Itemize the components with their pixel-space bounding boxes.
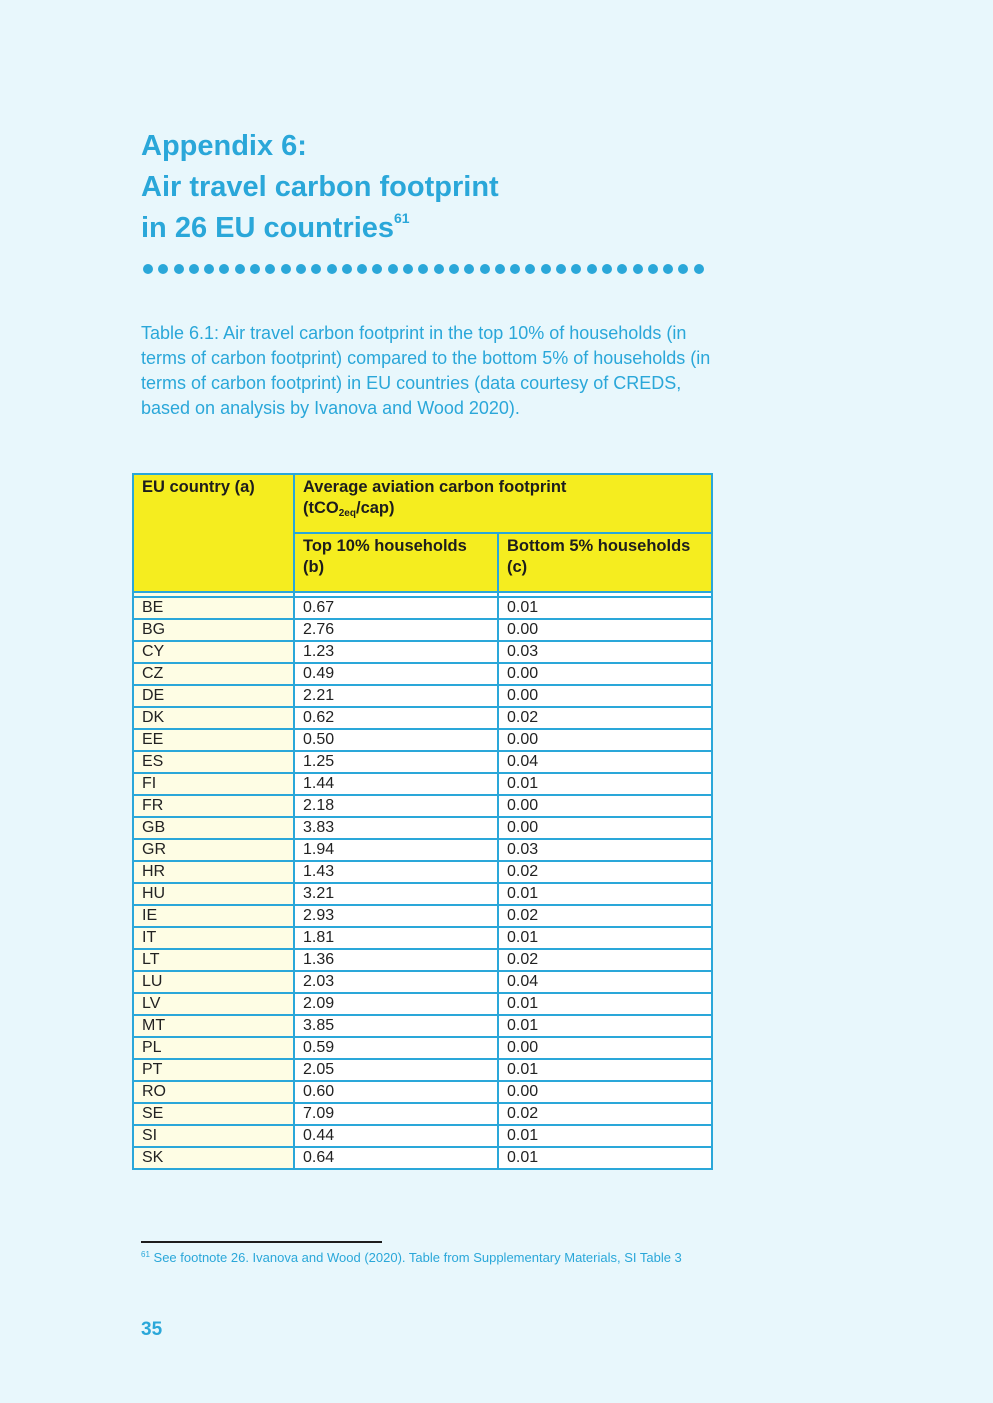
cell-bottom-5: 0.00	[498, 685, 712, 707]
cell-bottom-5: 0.03	[498, 641, 712, 663]
cell-country: CY	[133, 641, 294, 663]
divider-dot	[556, 264, 566, 274]
title-line-2: Air travel carbon footprint	[141, 171, 499, 203]
cell-country: DE	[133, 685, 294, 707]
page-title	[141, 126, 499, 249]
cell-top-10: 1.94	[294, 839, 498, 861]
table-row	[133, 663, 712, 685]
cell-country: GB	[133, 817, 294, 839]
divider-dot	[281, 264, 291, 274]
cell-country: HU	[133, 883, 294, 905]
cell-country: CZ	[133, 663, 294, 685]
divider-dot	[235, 264, 245, 274]
cell-top-10: 1.23	[294, 641, 498, 663]
table-row	[133, 861, 712, 883]
cell-top-10: 1.81	[294, 927, 498, 949]
cell-bottom-5: 0.01	[498, 927, 712, 949]
title-footnote-ref: 61	[394, 210, 410, 226]
cell-bottom-5: 0.00	[498, 817, 712, 839]
cell-country: IT	[133, 927, 294, 949]
divider-dot	[388, 264, 398, 274]
cell-top-10: 2.09	[294, 993, 498, 1015]
divider-dot	[495, 264, 505, 274]
divider-dot	[602, 264, 612, 274]
divider-dot	[617, 264, 627, 274]
dotted-divider	[143, 264, 704, 274]
cell-top-10: 1.44	[294, 773, 498, 795]
title-line-3: in 26 EU countries	[141, 212, 395, 244]
table-row	[133, 1037, 712, 1059]
table-row	[133, 993, 712, 1015]
cell-country: BG	[133, 619, 294, 641]
divider-dot	[158, 264, 168, 274]
cell-top-10: 7.09	[294, 1103, 498, 1125]
divider-dot	[311, 264, 321, 274]
header-country: EU country (a)	[133, 474, 294, 592]
cell-country: MT	[133, 1015, 294, 1037]
header-top-10: Top 10% households (b)	[294, 533, 498, 592]
table-row	[133, 641, 712, 663]
cell-top-10: 0.49	[294, 663, 498, 685]
divider-dot	[219, 264, 229, 274]
divider-dot	[694, 264, 704, 274]
divider-dot	[480, 264, 490, 274]
table-row	[133, 1125, 712, 1147]
cell-top-10: 0.44	[294, 1125, 498, 1147]
cell-country: SK	[133, 1147, 294, 1169]
header-unit-prefix: (tCO	[303, 499, 339, 517]
header-unit-sub: 2eq	[338, 508, 356, 519]
divider-dot	[265, 264, 275, 274]
table-row	[133, 1059, 712, 1081]
table-row	[133, 773, 712, 795]
cell-bottom-5: 0.02	[498, 905, 712, 927]
footnote-rule	[141, 1241, 382, 1243]
cell-bottom-5: 0.04	[498, 971, 712, 993]
cell-country: ES	[133, 751, 294, 773]
cell-top-10: 2.21	[294, 685, 498, 707]
cell-bottom-5: 0.02	[498, 707, 712, 729]
cell-country: DK	[133, 707, 294, 729]
divider-dot	[449, 264, 459, 274]
divider-dot	[571, 264, 581, 274]
cell-bottom-5: 0.01	[498, 773, 712, 795]
cell-country: IE	[133, 905, 294, 927]
header-average-footprint	[294, 474, 712, 533]
cell-bottom-5: 0.00	[498, 619, 712, 641]
divider-dot	[663, 264, 673, 274]
cell-bottom-5: 0.03	[498, 839, 712, 861]
cell-top-10: 0.64	[294, 1147, 498, 1169]
table-row	[133, 905, 712, 927]
cell-country: RO	[133, 1081, 294, 1103]
cell-bottom-5: 0.00	[498, 1081, 712, 1103]
divider-dot	[174, 264, 184, 274]
footnote-ref: 61	[141, 1250, 150, 1259]
table-row	[133, 839, 712, 861]
cell-country: HR	[133, 861, 294, 883]
footnote-text: See footnote 26. Ivanova and Wood (2020). Table from Supplementary Materials, SI Table 3	[149, 1250, 682, 1265]
cell-bottom-5: 0.00	[498, 1037, 712, 1059]
cell-bottom-5: 0.01	[498, 1015, 712, 1037]
cell-country: FR	[133, 795, 294, 817]
cell-top-10: 2.05	[294, 1059, 498, 1081]
table-row	[133, 817, 712, 839]
cell-country: GR	[133, 839, 294, 861]
table-row	[133, 707, 712, 729]
divider-dot	[342, 264, 352, 274]
cell-top-10: 0.60	[294, 1081, 498, 1103]
divider-dot	[357, 264, 367, 274]
table-row	[133, 751, 712, 773]
cell-top-10: 2.93	[294, 905, 498, 927]
cell-bottom-5: 0.02	[498, 1103, 712, 1125]
table-row	[133, 597, 712, 619]
cell-top-10: 0.50	[294, 729, 498, 751]
table-row	[133, 1081, 712, 1103]
cell-country: PT	[133, 1059, 294, 1081]
header-bottom-5: Bottom 5% households (c)	[498, 533, 712, 592]
table-row	[133, 1103, 712, 1125]
divider-dot	[296, 264, 306, 274]
divider-dot	[464, 264, 474, 274]
title-line-1: Appendix 6:	[141, 130, 307, 162]
divider-dot	[678, 264, 688, 274]
divider-dot	[403, 264, 413, 274]
table-row	[133, 1015, 712, 1037]
divider-dot	[648, 264, 658, 274]
cell-bottom-5: 0.00	[498, 729, 712, 751]
divider-dot	[189, 264, 199, 274]
divider-dot	[587, 264, 597, 274]
divider-dot	[525, 264, 535, 274]
table-row	[133, 1147, 712, 1169]
cell-bottom-5: 0.01	[498, 1147, 712, 1169]
table-row	[133, 729, 712, 751]
table-row	[133, 685, 712, 707]
cell-top-10: 0.62	[294, 707, 498, 729]
cell-top-10: 0.67	[294, 597, 498, 619]
cell-top-10: 3.83	[294, 817, 498, 839]
cell-bottom-5: 0.01	[498, 597, 712, 619]
cell-bottom-5: 0.00	[498, 663, 712, 685]
cell-top-10: 1.43	[294, 861, 498, 883]
cell-bottom-5: 0.01	[498, 1125, 712, 1147]
cell-country: PL	[133, 1037, 294, 1059]
cell-country: LV	[133, 993, 294, 1015]
header-average-label: Average aviation carbon footprint	[303, 478, 567, 496]
cell-top-10: 3.85	[294, 1015, 498, 1037]
divider-dot	[541, 264, 551, 274]
header-unit-suffix: /cap)	[355, 499, 395, 517]
cell-country: EE	[133, 729, 294, 751]
table-row	[133, 795, 712, 817]
divider-dot	[372, 264, 382, 274]
cell-country: SI	[133, 1125, 294, 1147]
cell-top-10: 1.25	[294, 751, 498, 773]
footnote	[141, 1250, 721, 1266]
divider-dot	[250, 264, 260, 274]
table-row	[133, 971, 712, 993]
cell-country: LT	[133, 949, 294, 971]
cell-bottom-5: 0.01	[498, 993, 712, 1015]
table-caption: Table 6.1: Air travel carbon footprint in the top 10% of households (in terms of carbon footprint) compared to the bottom 5% of households (in terms of carbon footprint) in EU countries (data courtesy of CREDS, based on analysis by Ivanova and Wood 2020).	[141, 323, 711, 418]
cell-top-10: 2.18	[294, 795, 498, 817]
table-row	[133, 927, 712, 949]
cell-country: FI	[133, 773, 294, 795]
divider-dot	[327, 264, 337, 274]
cell-top-10: 2.03	[294, 971, 498, 993]
cell-country: LU	[133, 971, 294, 993]
divider-dot	[143, 264, 153, 274]
table-row	[133, 883, 712, 905]
divider-dot	[418, 264, 428, 274]
divider-dot	[510, 264, 520, 274]
cell-top-10: 3.21	[294, 883, 498, 905]
cell-country: BE	[133, 597, 294, 619]
page-number: 35	[141, 1319, 163, 1340]
cell-top-10: 2.76	[294, 619, 498, 641]
table-row	[133, 619, 712, 641]
carbon-footprint-table	[132, 473, 713, 1170]
divider-dot	[633, 264, 643, 274]
cell-top-10: 1.36	[294, 949, 498, 971]
cell-bottom-5: 0.00	[498, 795, 712, 817]
table-row	[133, 949, 712, 971]
cell-bottom-5: 0.04	[498, 751, 712, 773]
cell-country: SE	[133, 1103, 294, 1125]
cell-bottom-5: 0.01	[498, 1059, 712, 1081]
cell-bottom-5: 0.01	[498, 883, 712, 905]
cell-top-10: 0.59	[294, 1037, 498, 1059]
cell-bottom-5: 0.02	[498, 949, 712, 971]
divider-dot	[434, 264, 444, 274]
cell-bottom-5: 0.02	[498, 861, 712, 883]
divider-dot	[204, 264, 214, 274]
